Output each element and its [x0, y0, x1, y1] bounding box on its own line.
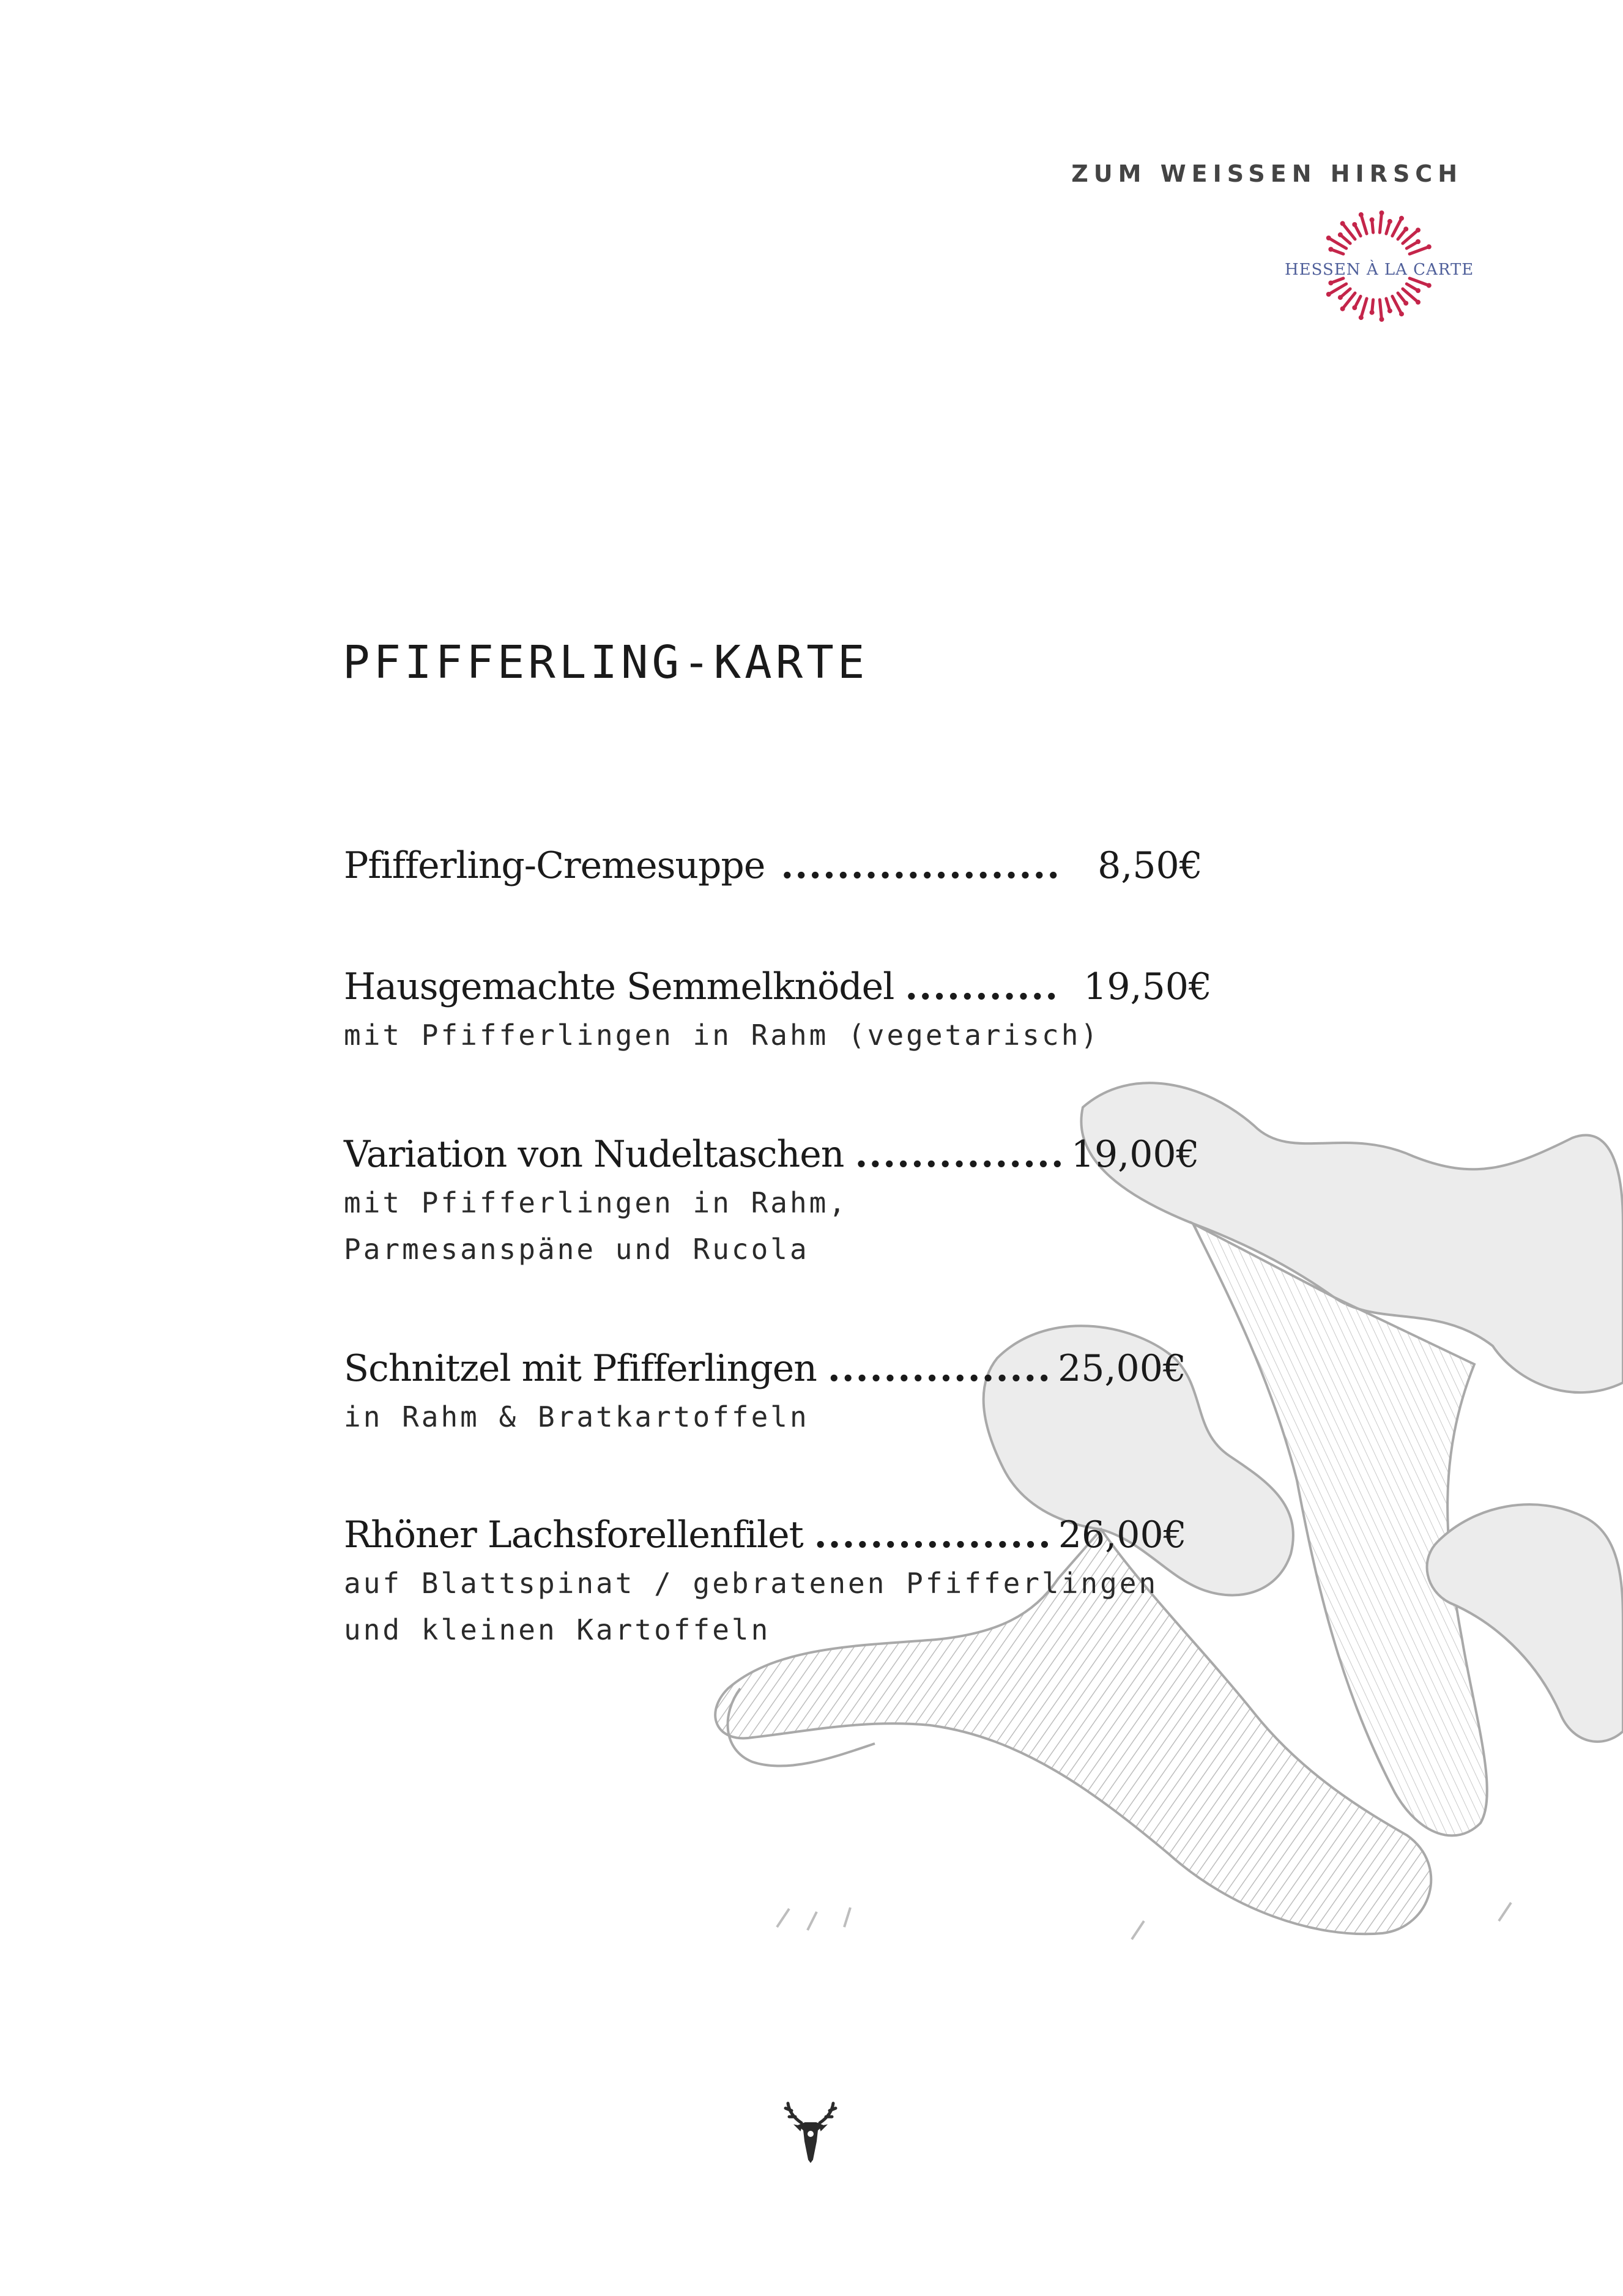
menu-item-name: Schnitzel mit Pfifferlingen — [344, 1347, 817, 1390]
dot-leader: ................ — [827, 1347, 1052, 1390]
sunburst-dot — [1340, 307, 1345, 311]
sunburst-dot — [1352, 305, 1357, 310]
sunburst-dot — [1328, 281, 1333, 286]
menu-item-description: mit Pfifferlingen in Rahm, — [344, 1186, 849, 1219]
menu-item-price: 19,50€ — [1083, 965, 1213, 1008]
menu-item — [344, 1347, 1286, 1440]
sunburst-dot — [1416, 228, 1421, 232]
badge-text: HESSEN À LA CARTE — [1285, 261, 1474, 279]
sunburst-dot — [1359, 212, 1364, 217]
menu-item-price: 25,00€ — [1058, 1347, 1187, 1390]
sunburst-ray — [1361, 299, 1367, 318]
menu-item — [344, 1133, 1286, 1272]
sunburst-dot — [1326, 292, 1331, 297]
sunburst-ray — [1361, 215, 1367, 234]
dot-leader: .................... — [781, 844, 1061, 887]
menu-item-description: mit Pfifferlingen in Rahm (vegetarisch) — [344, 1019, 1101, 1052]
sunburst-dot — [1427, 244, 1432, 249]
dot-leader: ........... — [905, 965, 1060, 1008]
sunburst-dot — [1416, 300, 1421, 305]
sunburst-dot — [1427, 283, 1432, 288]
sunburst-ray — [1380, 300, 1381, 319]
sunburst-dot — [1338, 232, 1343, 237]
sunburst-dot — [1370, 310, 1375, 315]
menu-item-name: Variation von Nudeltaschen — [344, 1133, 844, 1176]
sunburst-dot — [1387, 219, 1392, 224]
stag-head-icon — [783, 2098, 838, 2166]
dot-leader: ................. — [814, 1514, 1052, 1556]
menu-item-description: und kleinen Kartoffeln — [344, 1613, 771, 1646]
menu-item-price: 8,50€ — [1097, 844, 1203, 887]
sunburst-dot — [1380, 210, 1384, 215]
sunburst-dot — [1380, 317, 1384, 322]
sunburst-dot — [1352, 222, 1357, 227]
menu-item-description: in Rahm & Bratkartoffeln — [344, 1400, 809, 1433]
sunburst-ray — [1380, 213, 1381, 232]
sunburst-dot — [1328, 247, 1333, 252]
sunburst-ray — [1392, 218, 1402, 236]
sunburst-ray — [1392, 296, 1402, 314]
sunburst-dot — [1340, 221, 1345, 226]
menu-item-description: Parmesanspäne und Rucola — [344, 1233, 809, 1266]
sunburst-dot — [1387, 308, 1392, 313]
sunburst-dot — [1326, 236, 1331, 240]
menu-item-name: Hausgemachte Semmelknödel — [344, 965, 894, 1008]
sunburst-dot — [1403, 226, 1408, 231]
sunburst-dot — [1416, 288, 1421, 293]
sunburst-dot — [1403, 301, 1408, 306]
menu-item — [344, 965, 1286, 1058]
sunburst-ray — [1409, 278, 1429, 286]
menu-item-description: auf Blattspinat / gebratenen Pfifferlingen — [344, 1567, 1159, 1600]
sunburst-ray — [1409, 247, 1429, 254]
sunburst-dot — [1399, 216, 1404, 221]
sunburst-dot — [1370, 217, 1375, 222]
sunburst-dot — [1338, 295, 1343, 300]
menu-item-price: 19,00€ — [1071, 1133, 1200, 1176]
hessen-a-la-carte-logo — [1285, 205, 1474, 333]
sunburst-dot — [1416, 239, 1421, 244]
sunburst-dot — [1399, 311, 1404, 316]
dot-leader: ............... — [855, 1133, 1065, 1176]
menu-item-name: Pfifferling-Cremesuppe — [344, 844, 765, 887]
menu-item — [344, 1514, 1286, 1653]
menu-item — [344, 844, 1286, 887]
page-title: PFIFFERLING-KARTE — [343, 636, 869, 689]
menu-item-name: Rhöner Lachsforellenfilet — [344, 1514, 803, 1556]
sunburst-dot — [1359, 315, 1364, 320]
menu-item-price: 26,00€ — [1058, 1514, 1187, 1556]
restaurant-name: ZUM WEISSEN HIRSCH — [1071, 160, 1463, 187]
